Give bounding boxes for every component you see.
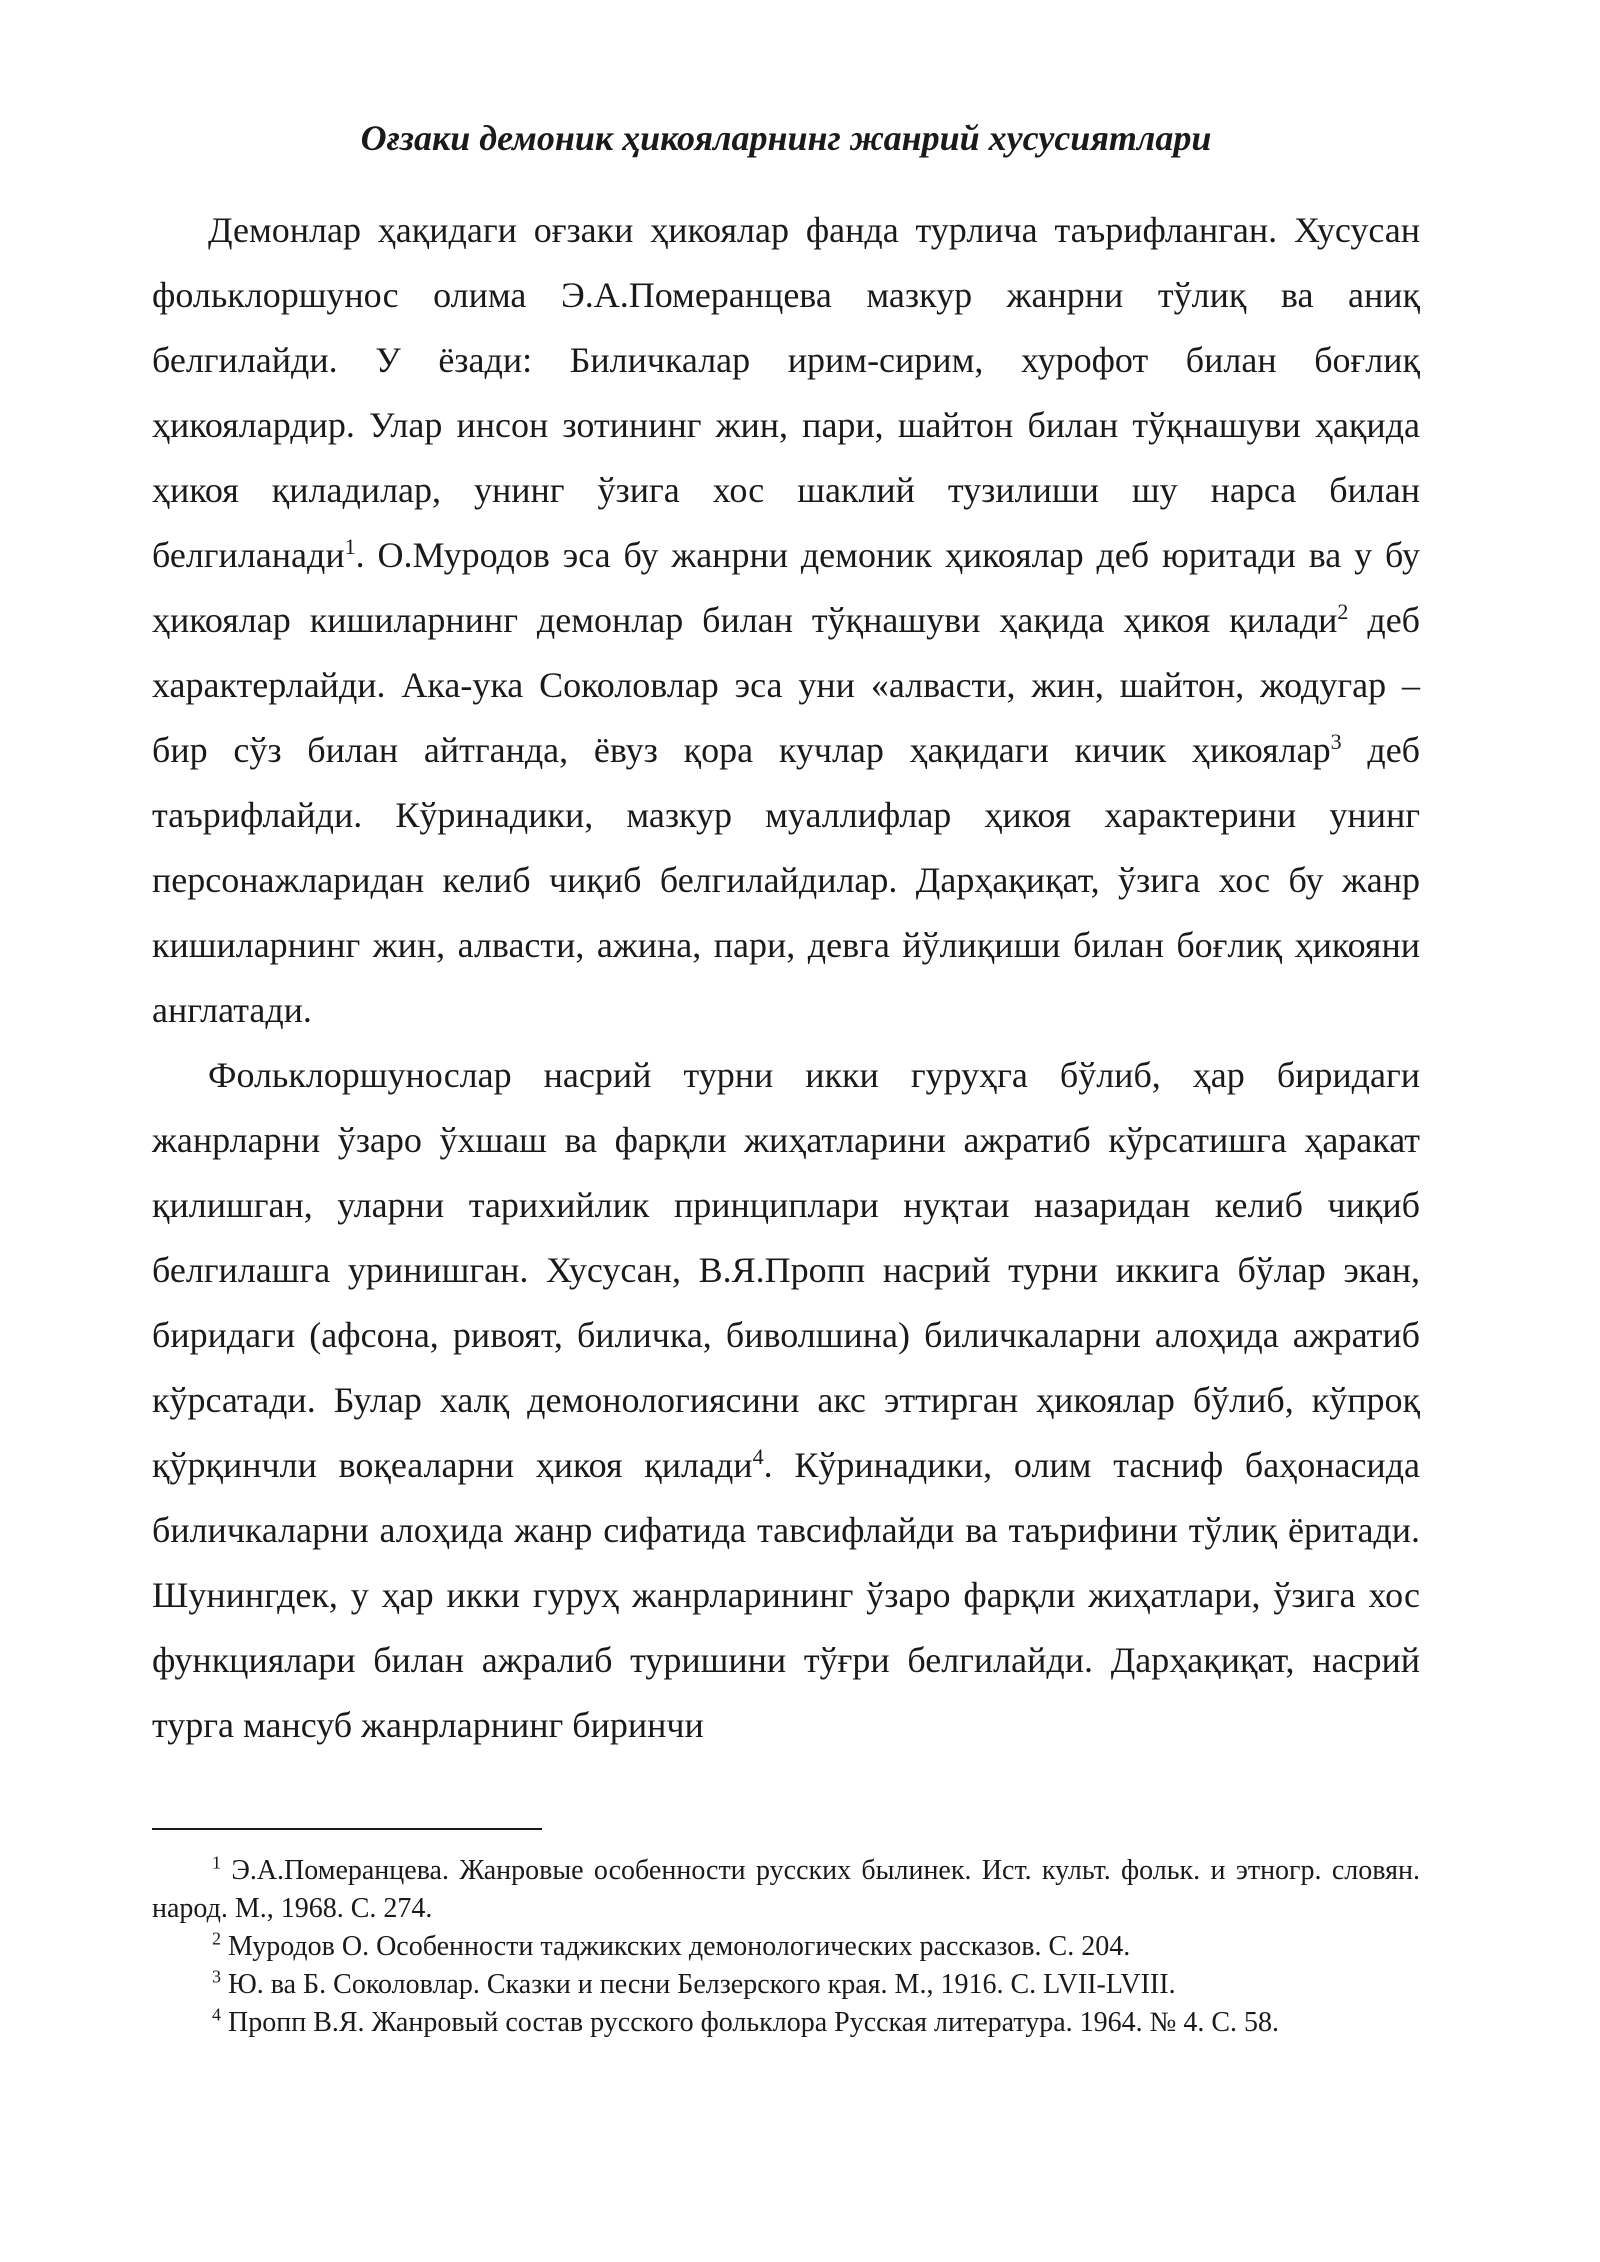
text-run: деб характерлайди. Ака-ука Соколовлар эса уни «алвасти, жин, шайтон, жодугар – бир сўз билан айтганда, ёвуз қора кучлар ҳақидаги кичик ҳикоялар xyxy=(152,600,1420,770)
footnote-2 xyxy=(152,1928,1420,1966)
footnote-ref-2[interactable]: 2 xyxy=(1337,599,1349,624)
text-run: Демонлар ҳақидаги оғзаки ҳикоялар фанда турлича таърифланган. Хусусан фольклоршунос олима Э.А.Померанцева мазкур жанрни тўлиқ ва аниқ белгилайди. У ёзади: Биличкалар ирим-сирим, хурофот билан боғлиқ ҳикоялардир. Улар инсон зотининг жин, пари, шайтон билан тўқнашуви ҳақида ҳикоя қиладилар, унинг ўзига хос шаклий тузилиши шу нарса билан белгиланади xyxy=(152,210,1420,575)
footnote-ref-3[interactable]: 3 xyxy=(1330,729,1342,754)
footnote-separator xyxy=(152,1828,542,1830)
footnote-text: Пропп В.Я. Жанровый состав русского фольклора Русская литература. 1964. № 4. С. 58. xyxy=(221,2007,1280,2038)
footnotes xyxy=(152,1852,1420,2042)
paragraph-2 xyxy=(152,1043,1420,1758)
text-run: . Кўринадики, олим тасниф баҳонасида биличкаларни алоҳида жанр сифатида тавсифлайди ва таърифини тўлиқ ёритади. Шунингдек, у ҳар икки гуруҳ жанрларининг ўзаро фарқли жиҳатлари, ўзига хос функциялари билан ажралиб туришини тўғри белгилайди. Дарҳақиқат, насрий турга мансуб жанрларнинг биринчи xyxy=(152,1445,1420,1745)
text-run: Фольклоршунослар насрий турни икки гуруҳга бўлиб, ҳар биридаги жанрларни ўзаро ўхшаш ва фарқли жиҳатларини ажратиб кўрсатишга ҳаракат қилишган, уларни тарихийлик принциплари нуқтаи назаридан келиб чиқиб белгилашга уринишган. Хусусан, В.Я.Пропп насрий турни иккига бўлар экан, биридаги (афсона, ривоят, биличка, биволшина) биличкаларни алоҳида ажратиб кўрсатади. Булар халқ демонологиясини акс эттирган ҳикоялар бўлиб, кўпроқ қўрқинчли воқеаларни ҳикоя қилади xyxy=(152,1055,1420,1485)
footnote-3 xyxy=(152,1966,1420,2004)
footnote-text: Ю. ва Б. Соколовлар. Сказки и песни Белзерского края. М., 1916. С. LVII-LVIII. xyxy=(221,1969,1176,2000)
document-page xyxy=(152,112,1420,2042)
footnote-text: Э.А.Померанцева. Жанровые особенности русских былинек. Ист. культ. фольк. и этногр. словян. народ. М., 1968. С. 274. xyxy=(152,1855,1420,1924)
document-title: Оғзаки демоник ҳикояларнинг жанрий хусусиятлари xyxy=(360,118,1212,158)
footnote-mark: 1 xyxy=(212,1852,221,1873)
footnote-mark: 3 xyxy=(212,1966,221,1987)
footnote-mark: 4 xyxy=(212,2004,221,2025)
footnote-4 xyxy=(152,2004,1420,2042)
footnote-mark: 2 xyxy=(212,1928,221,1949)
text-run: деб таърифлайди. Кўринадики, мазкур муаллифлар ҳикоя характерини унинг персонажларидан келиб чиқиб белгилайдилар. Дарҳақиқат, ўзига хос бу жанр кишиларнинг жин, алвасти, ажина, пари, девга йўлиқиши билан боғлиқ ҳикояни англатади. xyxy=(152,730,1420,1030)
footnote-ref-1[interactable]: 1 xyxy=(344,534,356,559)
text-run: . О.Муродов эса бу жанрни демоник ҳикоялар деб юритади ва у бу ҳикоялар кишиларнинг демонлар билан тўқнашуви ҳақида ҳикоя қилади xyxy=(152,535,1420,640)
footnote-1 xyxy=(152,1852,1420,1928)
paragraph-1 xyxy=(152,198,1420,1043)
footnote-ref-4[interactable]: 4 xyxy=(752,1444,764,1469)
main-text xyxy=(152,198,1420,1758)
footnote-text: Муродов О. Особенности таджикских демонологических рассказов. С. 204. xyxy=(221,1931,1131,1962)
